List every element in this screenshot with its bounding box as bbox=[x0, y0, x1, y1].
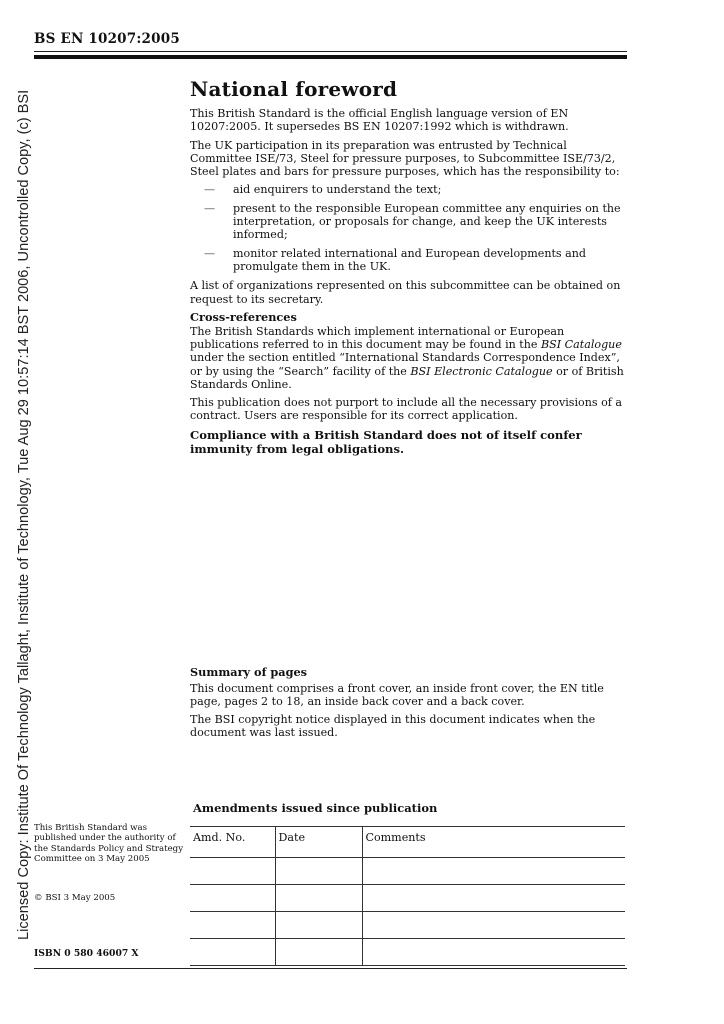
foreword-paragraph-2: The UK participation in its preparation was entrusted by Technical Committee ISE/73, Steel for pressure purposes, to Subcommittee ISE/73/2, Steel plates and bars for pressure purposes, which has the responsibility to: bbox=[190, 138, 620, 179]
table-row bbox=[190, 885, 625, 912]
header-rule-thick bbox=[34, 55, 627, 59]
isbn-number: ISBN 0 580 46007 X bbox=[34, 948, 139, 959]
summary-section bbox=[190, 666, 628, 745]
list-item bbox=[190, 183, 628, 196]
license-watermark: Licensed Copy: Institute Of Technology Tallaght, Institute of Technology, Tue Aug 29 10:57:14 BST 2006, Uncontrolled Copy, (c) BSI bbox=[16, 89, 32, 940]
table-header-row bbox=[190, 827, 625, 858]
table-row bbox=[190, 858, 625, 885]
foreword-paragraph-1: This British Standard is the official English language version of EN 10207:2005. It supersedes BS EN 10207:1992 which is withdrawn. bbox=[190, 107, 569, 134]
bsi-electronic-catalogue-ref: BSI Electronic Catalogue bbox=[410, 364, 553, 378]
publication-authority-text: This British Standard was published under the authority of the Standards Policy and Strategy Committee on 3 May 2005 bbox=[34, 823, 184, 865]
list-item-text: present to the responsible European committee any enquiries on the interpretation, or proposals for change, and keep the UK interests informed; bbox=[233, 202, 621, 242]
list-item-text: aid enquirers to understand the text; bbox=[233, 183, 442, 197]
amendments-title: Amendments issued since publication bbox=[193, 801, 438, 815]
summary-paragraph-1: This document comprises a front cover, an inside front cover, the EN title page, pages 2 to 18, an inside back cover and a back cover. bbox=[190, 681, 604, 708]
amendments-table bbox=[190, 826, 625, 966]
dash-marker: — bbox=[204, 183, 216, 197]
column-header-comments: Comments bbox=[362, 827, 625, 858]
compliance-statement: Compliance with a British Standard does not of itself confer immunity from legal obligations. bbox=[190, 427, 582, 456]
cross-references-paragraph: The British Standards which implement international or European publications referred to in this document may be found in the BSI Catalogue under the section entitled “International Standards Correspondence Index”, or by using the “Search” facility of the BSI Electronic Catalogue or of British Standards Online. bbox=[190, 324, 624, 391]
foreword-paragraph-3: A list of organizations represented on this subcommittee can be obtained on request to its secretary. bbox=[190, 279, 621, 306]
bsi-catalogue-ref: BSI Catalogue bbox=[541, 337, 622, 351]
page-title: National foreword bbox=[190, 77, 398, 101]
column-header-date: Date bbox=[275, 827, 362, 858]
table-row bbox=[190, 939, 625, 966]
dash-marker: — bbox=[204, 247, 216, 261]
column-header-amd-no: Amd. No. bbox=[190, 827, 275, 858]
summary-heading: Summary of pages bbox=[190, 665, 308, 679]
provisions-paragraph: This publication does not purport to include all the necessary provisions of a contract. Users are responsible for its correct application. bbox=[190, 396, 623, 423]
list-item-text: monitor related international and European developments and promulgate them in the UK. bbox=[233, 247, 586, 274]
copyright-text: © BSI 3 May 2005 bbox=[34, 893, 116, 903]
header-rule-thin bbox=[34, 51, 627, 52]
publication-notice bbox=[34, 823, 184, 865]
cross-references-heading: Cross-references bbox=[190, 310, 297, 325]
copyright-notice bbox=[34, 893, 184, 903]
responsibility-list bbox=[190, 183, 628, 273]
list-item bbox=[190, 202, 628, 241]
footer-rule bbox=[34, 968, 627, 969]
document-id: BS EN 10207:2005 bbox=[34, 31, 180, 47]
table-row bbox=[190, 912, 625, 939]
list-item bbox=[190, 247, 628, 273]
foreword-body bbox=[190, 107, 628, 456]
dash-marker: — bbox=[204, 202, 216, 216]
summary-paragraph-2: The BSI copyright notice displayed in this document indicates when the document was last issued. bbox=[190, 713, 596, 740]
